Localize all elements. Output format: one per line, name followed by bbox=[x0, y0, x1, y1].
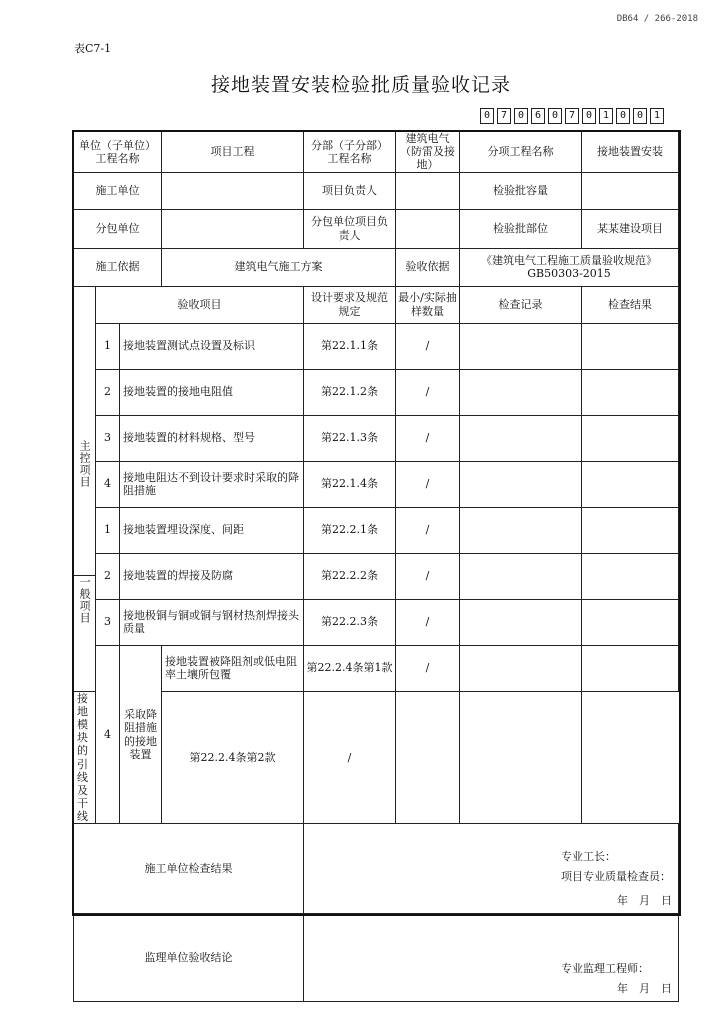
inspection-table bbox=[73, 131, 679, 1002]
row-no: 3 bbox=[96, 415, 120, 461]
table-row bbox=[74, 599, 679, 645]
row-sample: / bbox=[396, 553, 460, 599]
page-title: 接地装置安装检验批质量验收记录 bbox=[210, 74, 511, 96]
basis-value[interactable]: 建筑电气施工方案 bbox=[162, 248, 396, 286]
table-row bbox=[74, 415, 679, 461]
row-clause: 第22.2.2条 bbox=[304, 553, 396, 599]
capacity-label: 检验批容量 bbox=[460, 172, 582, 209]
accept-value[interactable]: 《建筑电气工程施工质量验收规范》GB50303-2015 bbox=[460, 248, 679, 286]
code-boxes bbox=[480, 108, 664, 124]
code-digit: 1 bbox=[650, 108, 664, 124]
row-clause: 第22.1.3条 bbox=[304, 415, 396, 461]
col-design: 设计要求及规范规定 bbox=[304, 286, 396, 323]
row-sample: / bbox=[396, 599, 460, 645]
row-sample: / bbox=[304, 691, 396, 824]
row-sample: / bbox=[396, 415, 460, 461]
sub-pm-value[interactable] bbox=[396, 209, 460, 248]
table-row bbox=[74, 369, 679, 415]
date-label: 年 月 日 bbox=[617, 894, 672, 908]
standard-code: DB64 / 266-2018 bbox=[616, 14, 698, 24]
row-result[interactable] bbox=[582, 415, 679, 461]
row-record[interactable] bbox=[460, 323, 582, 369]
code-digit: 6 bbox=[531, 108, 545, 124]
code-digit: 7 bbox=[497, 108, 511, 124]
item-value[interactable]: 接地装置安装 bbox=[582, 132, 679, 173]
row-no: 1 bbox=[96, 323, 120, 369]
code-digit: 0 bbox=[616, 108, 630, 124]
main-group-text: 主控项目 bbox=[74, 354, 95, 576]
row-clause: 第22.1.1条 bbox=[304, 323, 396, 369]
table-row bbox=[74, 691, 679, 824]
unit-value[interactable]: 项目工程 bbox=[162, 132, 304, 173]
code-digit: 0 bbox=[633, 108, 647, 124]
basis-label: 施工依据 bbox=[74, 248, 162, 286]
row-sample: / bbox=[396, 507, 460, 553]
table-row bbox=[74, 645, 679, 691]
row-no: 2 bbox=[96, 553, 120, 599]
row-no: 4 bbox=[96, 461, 120, 507]
part-value[interactable]: 建筑电气（防雷及接地） bbox=[396, 132, 460, 173]
general-group-text: 一般项目 bbox=[78, 575, 92, 624]
sub-value[interactable] bbox=[162, 209, 304, 248]
row-clause: 第22.1.2条 bbox=[304, 369, 396, 415]
builder-value[interactable] bbox=[162, 172, 304, 209]
code-digit: 0 bbox=[548, 108, 562, 124]
row-group: 采取降阻措施的接地装置 bbox=[120, 645, 162, 824]
date2-label: 年 月 日 bbox=[617, 982, 672, 996]
code-digit: 7 bbox=[565, 108, 579, 124]
row-result[interactable] bbox=[582, 369, 679, 415]
row-record[interactable] bbox=[460, 415, 582, 461]
part-label: 分部（子分部）工程名称 bbox=[304, 132, 396, 173]
row-sample: / bbox=[396, 323, 460, 369]
builder-label: 施工单位 bbox=[74, 172, 162, 209]
row-no: 2 bbox=[96, 369, 120, 415]
col-item: 验收项目 bbox=[96, 286, 304, 323]
engineer-label: 专业监理工程师： bbox=[561, 962, 649, 976]
unit-label: 单位（子单位）工程名称 bbox=[74, 132, 162, 173]
row-clause: 第22.2.4条第2款 bbox=[162, 691, 304, 824]
row-clause: 第22.2.4条第1款 bbox=[304, 645, 396, 691]
main-group-label bbox=[74, 286, 96, 691]
row-name: 接地装置的材料规格、型号 bbox=[120, 415, 304, 461]
table-row bbox=[74, 461, 679, 507]
row-record[interactable] bbox=[460, 553, 582, 599]
code-digit: 1 bbox=[599, 108, 613, 124]
row-name: 接地装置埋设深度、间距 bbox=[120, 507, 304, 553]
row-record[interactable] bbox=[460, 369, 582, 415]
code-digit: 0 bbox=[514, 108, 528, 124]
location-label: 检验批部位 bbox=[460, 209, 582, 248]
row-result[interactable] bbox=[582, 323, 679, 369]
sub-pm-label: 分包单位项目负责人 bbox=[304, 209, 396, 248]
pm-value[interactable] bbox=[396, 172, 460, 209]
sub-label: 分包单位 bbox=[74, 209, 162, 248]
row-record[interactable] bbox=[396, 691, 460, 824]
builder-result-area[interactable] bbox=[304, 824, 679, 914]
col-record: 检查记录 bbox=[460, 286, 582, 323]
accept-label: 验收依据 bbox=[396, 248, 460, 286]
pm-label: 项目负责人 bbox=[304, 172, 396, 209]
row-result[interactable] bbox=[460, 691, 582, 824]
row-clause: 第22.2.3条 bbox=[304, 599, 396, 645]
row-name: 接地装置被降阻剂或低电阻率土壤所包覆 bbox=[162, 645, 304, 691]
row-result[interactable] bbox=[582, 645, 679, 691]
row-sample: / bbox=[396, 461, 460, 507]
row-no: 4 bbox=[96, 645, 120, 824]
row-clause: 第22.1.4条 bbox=[304, 461, 396, 507]
row-record[interactable] bbox=[460, 645, 582, 691]
row-result[interactable] bbox=[582, 507, 679, 553]
row-result[interactable] bbox=[582, 599, 679, 645]
qc-label: 项目专业质量检查员： bbox=[561, 870, 671, 884]
row-name: 接地极铜与铜或铜与钢材热剂焊接头质量 bbox=[120, 599, 304, 645]
row-name: 接地装置测试点设置及标识 bbox=[120, 323, 304, 369]
code-digit: 0 bbox=[480, 108, 494, 124]
row-sample: / bbox=[396, 645, 460, 691]
row-name: 接地装置的接地电阻值 bbox=[120, 369, 304, 415]
location-value[interactable]: 某某建设项目 bbox=[582, 209, 679, 248]
row-record[interactable] bbox=[460, 461, 582, 507]
builder-result-title: 施工单位检查结果 bbox=[74, 824, 304, 914]
row-result[interactable] bbox=[582, 553, 679, 599]
row-name: 接地电阻达不到设计要求时采取的降阻措施 bbox=[120, 461, 304, 507]
supervisor-result-title: 监理单位验收结论 bbox=[74, 914, 304, 1002]
row-sample: / bbox=[396, 369, 460, 415]
form-number: 表C7-1 bbox=[74, 42, 112, 55]
row-record[interactable] bbox=[460, 599, 582, 645]
row-clause: 第22.2.1条 bbox=[304, 507, 396, 553]
row-name: 接地装置的焊接及防腐 bbox=[120, 553, 304, 599]
row-no: 1 bbox=[96, 507, 120, 553]
row-result[interactable] bbox=[582, 461, 679, 507]
table-row bbox=[74, 507, 679, 553]
capacity-value[interactable] bbox=[582, 172, 679, 209]
row-record[interactable] bbox=[460, 507, 582, 553]
row-name: 接地模块的引线及干线 bbox=[74, 691, 96, 824]
foreman-label: 专业工长： bbox=[561, 850, 616, 864]
col-result: 检查结果 bbox=[582, 286, 679, 323]
code-digit: 0 bbox=[582, 108, 596, 124]
table-row bbox=[74, 553, 679, 599]
table-row bbox=[74, 323, 679, 369]
item-label: 分项工程名称 bbox=[460, 132, 582, 173]
supervisor-result-area[interactable] bbox=[304, 914, 679, 1002]
row-no: 3 bbox=[96, 599, 120, 645]
col-sample: 最小/实际抽样数量 bbox=[396, 286, 460, 323]
